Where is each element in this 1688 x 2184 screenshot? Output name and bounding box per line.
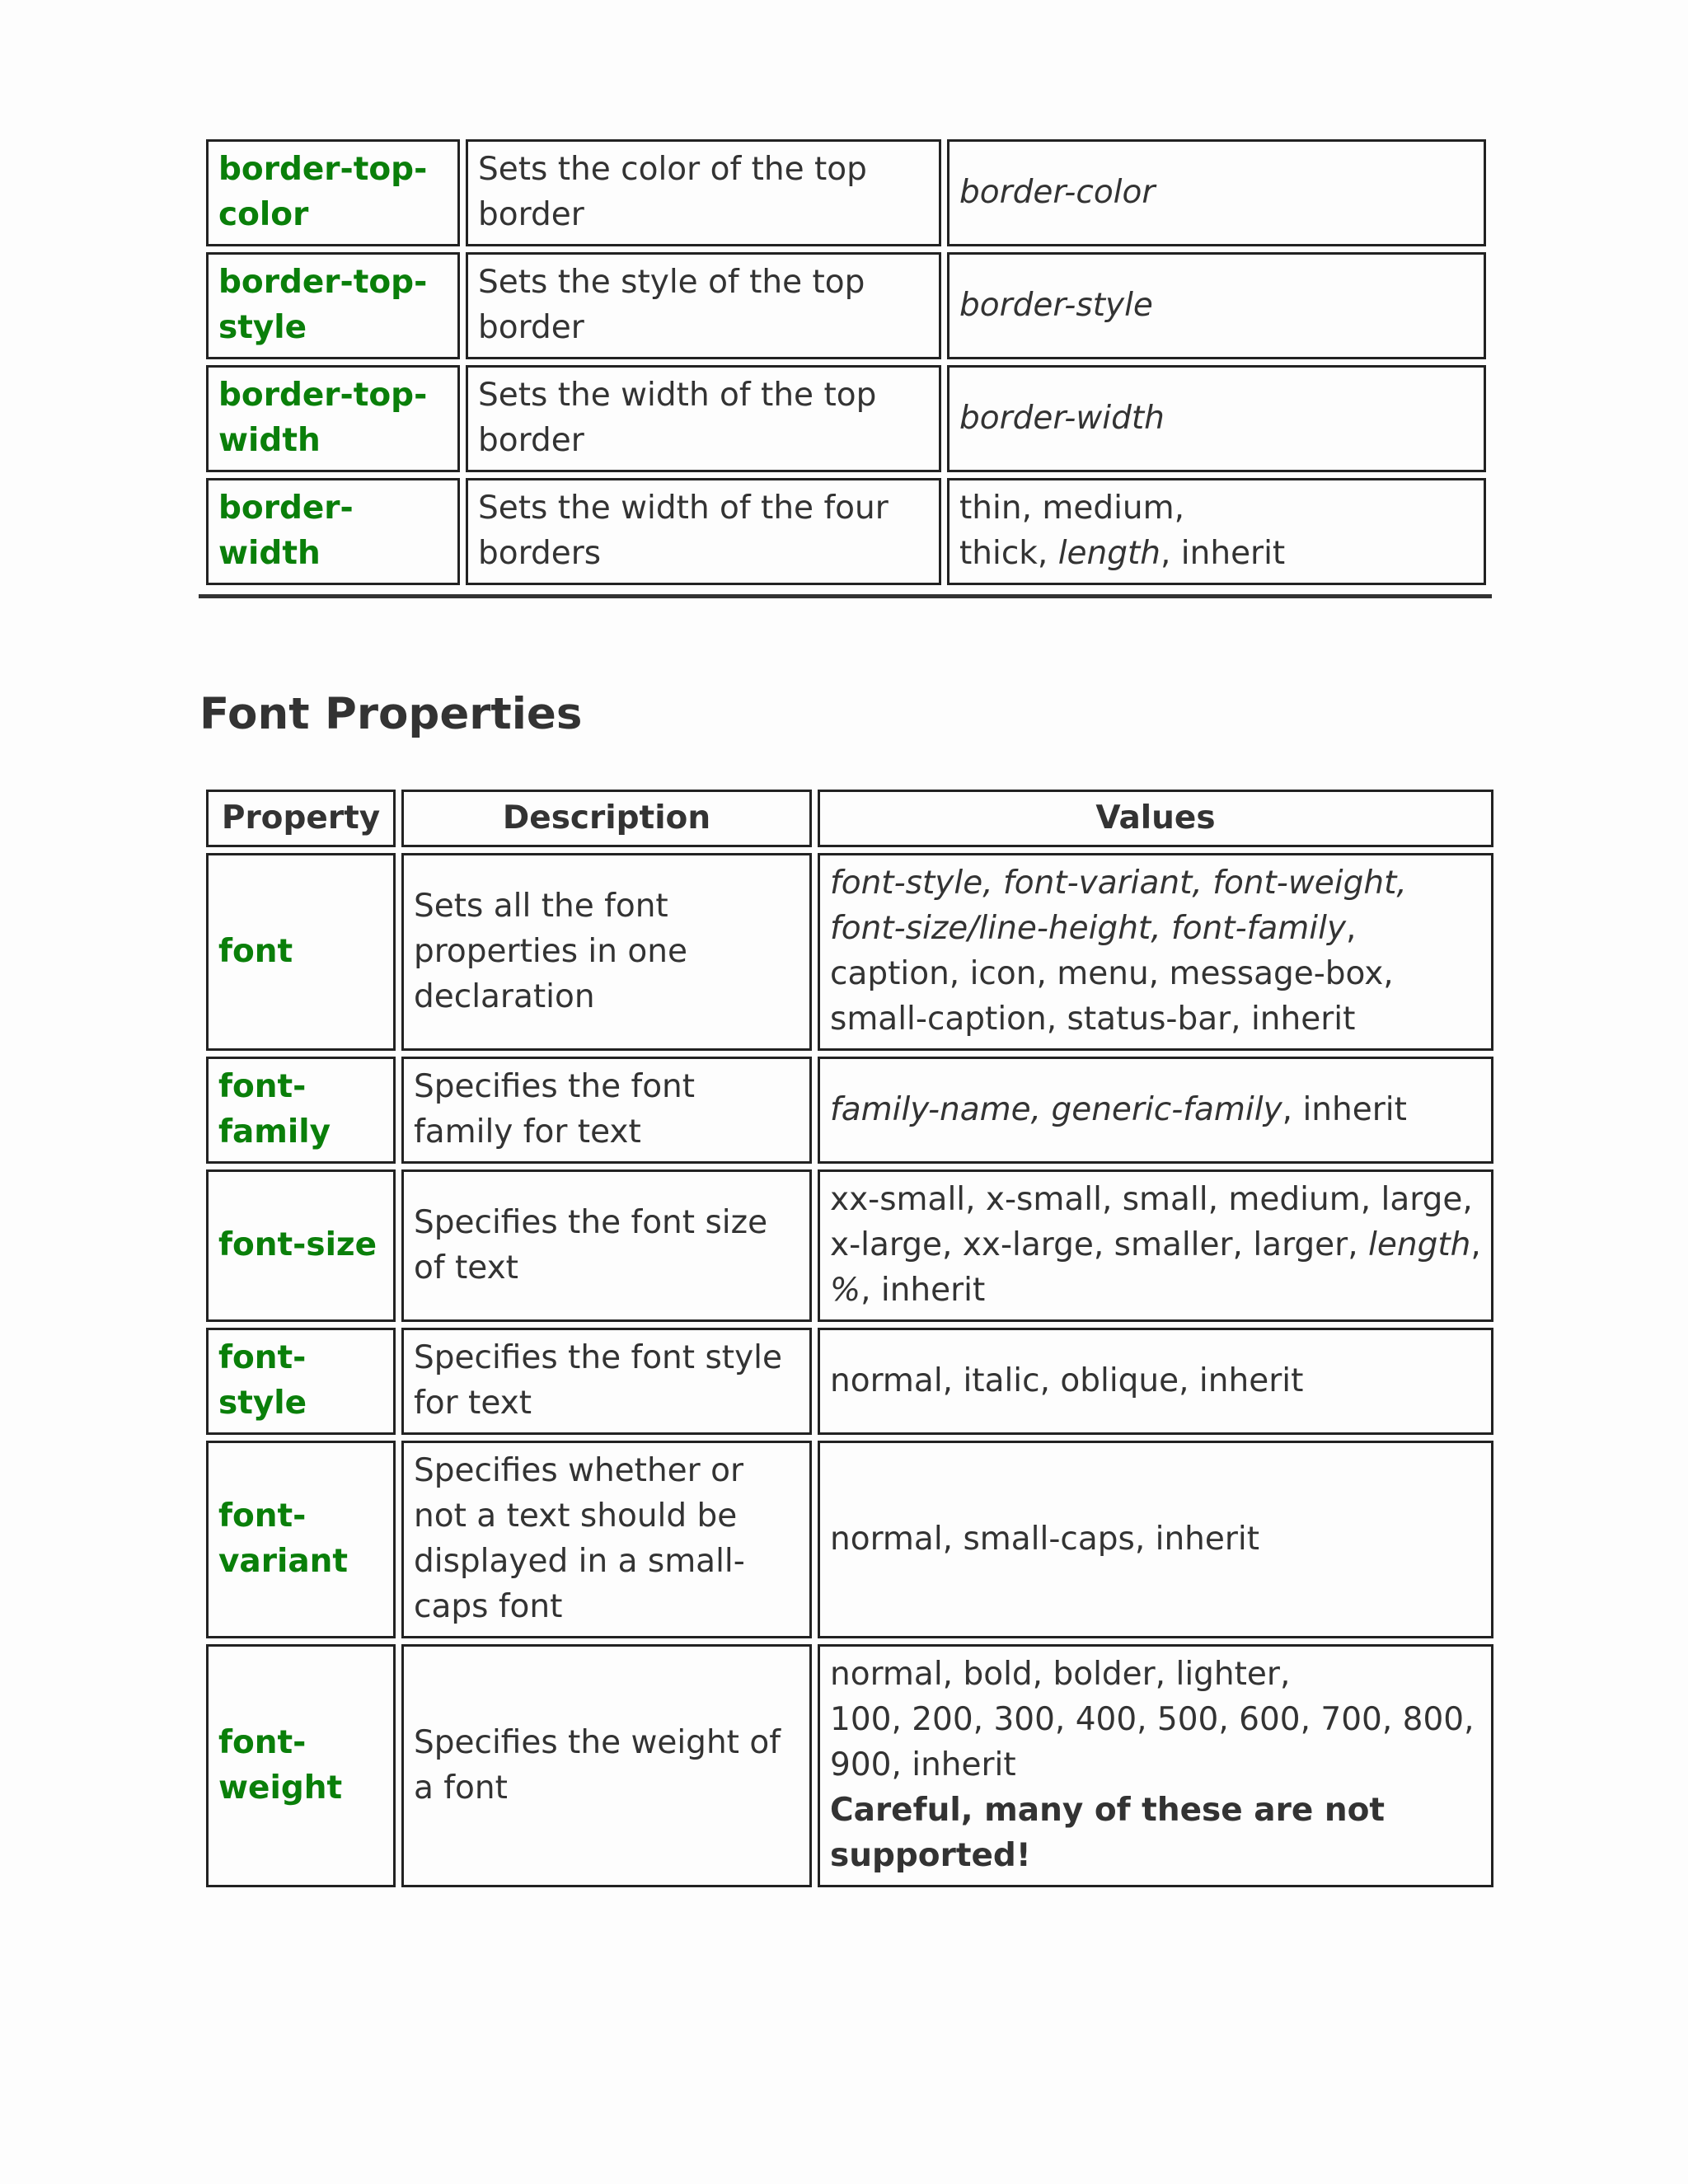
value-italic-text: font-style, font-variant, font-weight, font-size/line-height, font-family xyxy=(830,865,1407,947)
font-properties-table xyxy=(200,784,1499,1893)
table-row xyxy=(206,252,1486,359)
table-row xyxy=(206,139,1486,246)
value-text: thick, xyxy=(959,535,1048,572)
value-cell: border-width xyxy=(947,365,1486,472)
property-cell: border-top-width xyxy=(206,365,460,472)
property-cell: font-weight xyxy=(206,1644,396,1887)
value-text: thin, medium, xyxy=(959,490,1185,527)
column-header-values: Values xyxy=(818,790,1493,847)
description-cell: Specifies the weight of a font xyxy=(401,1644,812,1887)
description-cell: Sets all the font properties in one declaration xyxy=(401,853,812,1051)
table-row xyxy=(206,1328,1493,1435)
horizontal-rule xyxy=(199,594,1492,598)
value-text: , inherit xyxy=(1282,1090,1407,1128)
description-cell: Sets the width of the four borders xyxy=(466,478,941,585)
value-text: 100, 200, 300, 400, 500, 600, 700, 800, 900, inherit xyxy=(830,1701,1475,1783)
value-text: , caption, icon, menu, message-box, small-caption, status-bar, inherit xyxy=(830,910,1394,1038)
value-text: normal, bold, bolder, lighter, xyxy=(830,1656,1291,1693)
section-heading: Font Properties xyxy=(199,689,583,739)
value-cell xyxy=(947,478,1486,585)
value-italic-text: length xyxy=(1057,535,1160,572)
description-cell: Sets the width of the top border xyxy=(466,365,941,472)
property-cell: font-variant xyxy=(206,1441,396,1638)
property-cell: font-style xyxy=(206,1328,396,1435)
value-text: , inherit xyxy=(1160,535,1286,572)
value-italic-text: family-name, generic-family xyxy=(830,1090,1282,1128)
property-cell: border-width xyxy=(206,478,460,585)
description-cell: Specifies the font style for text xyxy=(401,1328,812,1435)
table-row xyxy=(206,365,1486,472)
value-italic-text: % xyxy=(830,1272,861,1309)
property-cell: font-size xyxy=(206,1169,396,1322)
table-row xyxy=(206,478,1486,585)
description-cell: Specifies the font size of text xyxy=(401,1169,812,1322)
value-text: , xyxy=(1470,1226,1481,1263)
value-cell xyxy=(818,1644,1493,1887)
table-row xyxy=(206,1057,1493,1164)
column-header-property: Property xyxy=(206,790,396,847)
value-cell: normal, small-caps, inherit xyxy=(818,1441,1493,1638)
border-properties-table xyxy=(200,134,1492,591)
value-italic-text: length xyxy=(1368,1226,1471,1263)
value-cell xyxy=(818,1169,1493,1322)
column-header-description: Description xyxy=(401,790,812,847)
property-cell: font-family xyxy=(206,1057,396,1164)
description-cell: Sets the style of the top border xyxy=(466,252,941,359)
table-header-row xyxy=(206,790,1493,847)
value-cell: border-color xyxy=(947,139,1486,246)
value-text: xx-small, x-small, small, medium, large, x-large, xx-large, smaller, larger, xyxy=(830,1181,1473,1263)
description-cell: Specifies whether or not a text should be displayed in a small-caps font xyxy=(401,1441,812,1638)
value-cell xyxy=(818,853,1493,1051)
value-cell: border-style xyxy=(947,252,1486,359)
table-row xyxy=(206,853,1493,1051)
table-row xyxy=(206,1441,1493,1638)
description-cell: Sets the color of the top border xyxy=(466,139,941,246)
table-row xyxy=(206,1169,1493,1322)
property-cell: font xyxy=(206,853,396,1051)
value-cell xyxy=(818,1057,1493,1164)
value-text: , inherit xyxy=(860,1272,986,1309)
property-cell: border-top-color xyxy=(206,139,460,246)
property-cell: border-top-style xyxy=(206,252,460,359)
description-cell: Specifies the font family for text xyxy=(401,1057,812,1164)
table-row xyxy=(206,1644,1493,1887)
value-cell: normal, italic, oblique, inherit xyxy=(818,1328,1493,1435)
warning-text: Careful, many of these are not supported! xyxy=(830,1792,1386,1874)
